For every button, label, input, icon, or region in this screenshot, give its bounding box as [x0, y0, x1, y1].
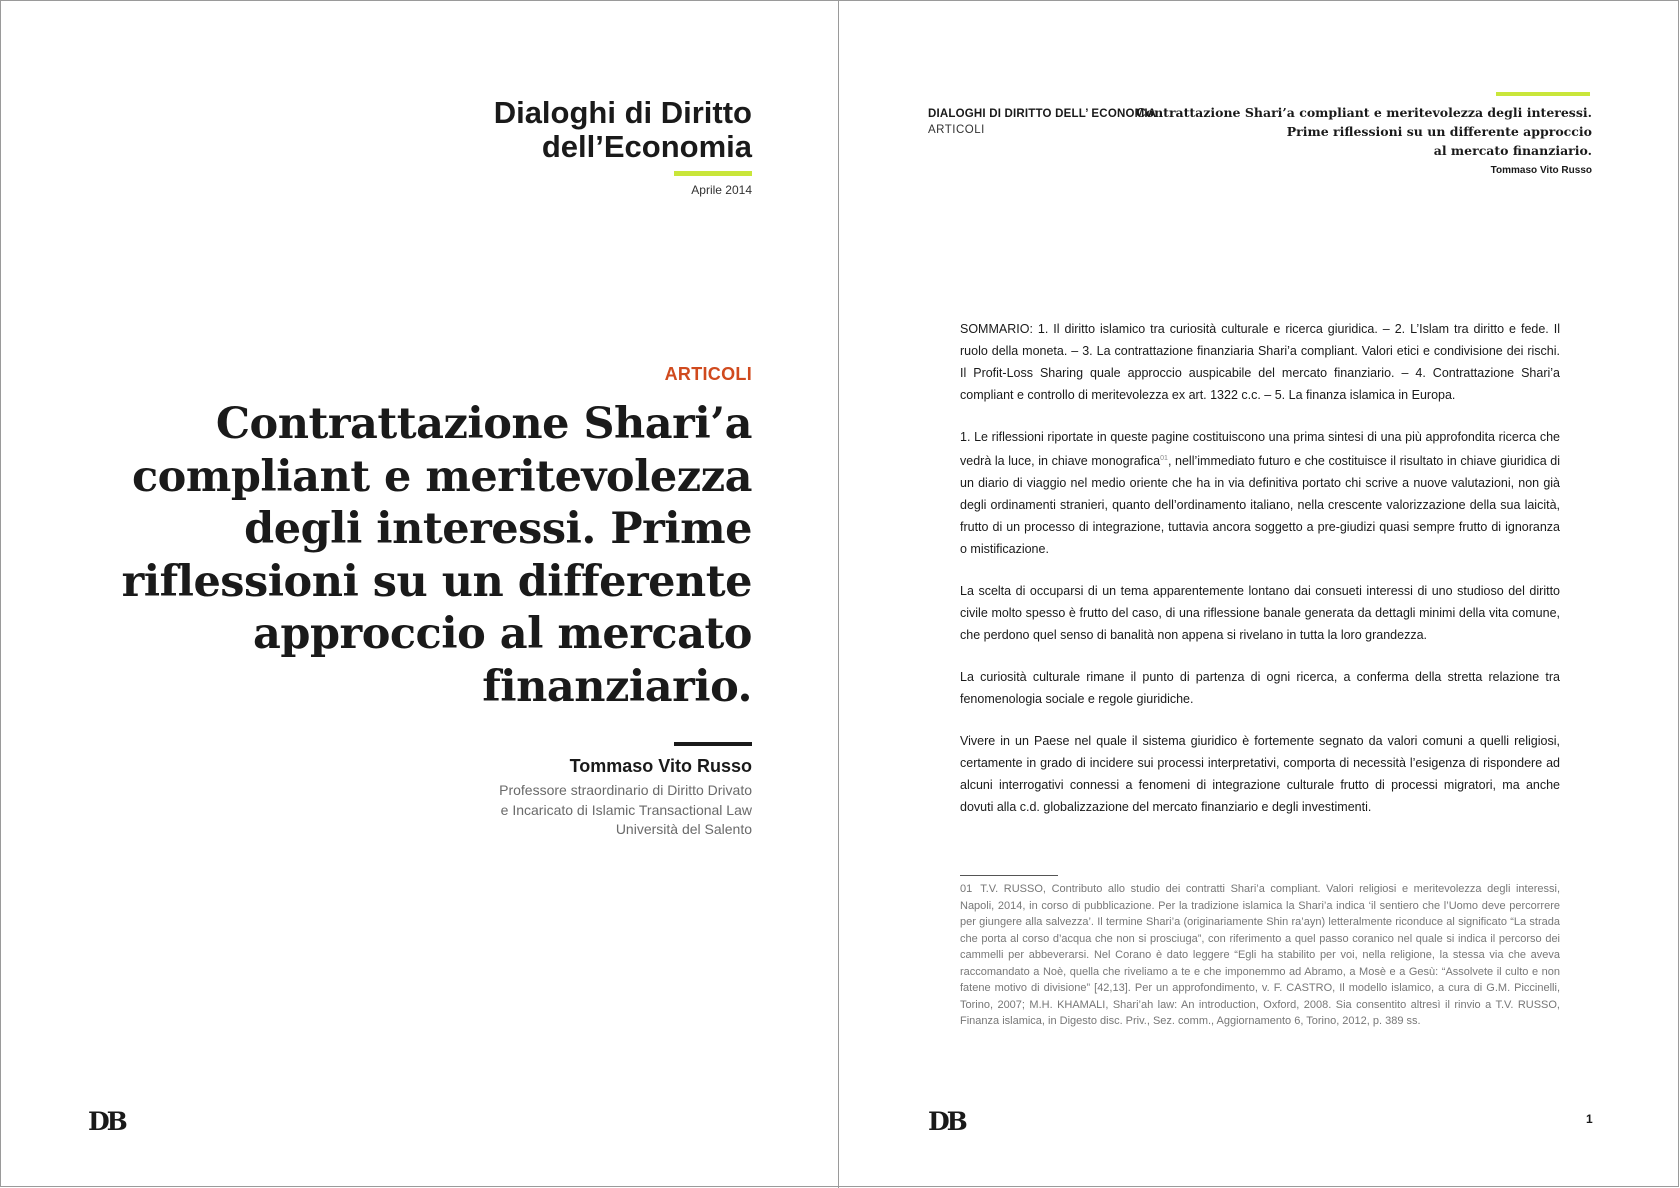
article-body	[960, 318, 1560, 838]
article-title-line: compliant e meritevolezza	[131, 451, 752, 502]
article-title-line: riflessioni su un differente	[121, 556, 752, 607]
article-title-line: Contrattazione Shari’a	[215, 399, 752, 449]
article-title-line: degli interessi. Prime	[244, 504, 752, 554]
author-affiliation	[352, 781, 752, 840]
body-paragraph-3: La curiosità culturale rimane il punto di partenza di ogni ricerca, a conferma della stretta relazione tra fenomenologia sociale e regole giuridiche.	[960, 670, 1560, 707]
section-label: ARTICOLI	[664, 364, 752, 384]
running-title-line: Prime riflessioni su un differente approccio	[1286, 124, 1592, 139]
journal-title-line-2: dell’Economia	[541, 129, 752, 164]
page-spine	[838, 0, 839, 1188]
publisher-logo: DB	[88, 1107, 125, 1136]
paragraph-text: 1. Le riflessioni riportate in queste pagine costituiscono una prima sintesi di una più approfondita ricerca che vedrà la luce, in chiave monografica	[960, 430, 1560, 469]
footnote	[960, 881, 1560, 1030]
article-title	[112, 398, 752, 713]
body-paragraph-4: Vivere in un Paese nel quale il sistema giuridico è fortemente segnato da valori comuni a quelli religiosi, certamente in grado di incidere sui processi interpretativi, comporta di necessità l’esigenza di rispondere ad alcuni interrogativi connessi a fenomeni di integrazione culturale frutto di processi migratori, ma anche dovuti alla c.d. globalizzazione del mercato finanziario e degli investimenti.	[960, 734, 1560, 815]
running-section: ARTICOLI	[928, 124, 985, 136]
running-title-line: al mercato finanziario.	[1433, 143, 1592, 158]
footnote-text: T.V. RUSSO, Contributo allo studio dei contratti Shari’a compliant. Valori religiosi e meritevolezza degli interessi, Napoli, 2014, in corso di pubblicazione. Per la tradizione islamica la Shari’a indica ‘il sentiero che l’Uomo deve percorrere per giungere alla salvezza’. Il termine Shari’a (originariamente Shin ra’ayn) letteralmente riconduce al significato “La strada che porta al corso d’acqua che non si prosciuga”, con riferimento a quel passo coranico nel quale si indica il percorso dei cammelli per abbeverarsi. Nel Corano è dato leggere “Egli ha stabilito per voi, nella religione, la stessa via che aveva raccomandato a Noè, quella che riveliamo a te e che imponemmo ad Abramo, a Mosè e a Gesù: “Assolvete il culto e non fatene motivo di divisione” [42,13]. Per un approfondimento, v. F. CASTRO, Il modello islamico, a cura di G.M. Piccinelli, Torino, 2007; M.H. KHAMALI, Shari’ah law: An introduction, Oxford, 2008. Sia consentito altresì il rinvio a T.V. RUSSO, Finanza islamica, in Digesto disc. Priv., Sez. comm., Aggiornamento 6, Torino, 2012, p. 389 ss.	[960, 883, 1560, 1027]
publisher-logo: DB	[928, 1107, 965, 1136]
footnote-divider	[960, 875, 1058, 876]
page-number: 1	[1586, 1112, 1593, 1126]
article-title-line: approccio al mercato	[253, 609, 752, 659]
body-paragraph-1	[960, 426, 1560, 560]
running-title-line: Contrattazione Shari’a compliant e meritevolezza degli interessi.	[1135, 105, 1592, 120]
running-title	[1072, 103, 1592, 160]
running-accent-bar	[1496, 92, 1590, 96]
author-divider	[674, 742, 752, 746]
running-journal-title: DIALOGHI DI DIRITTO DELL’ ECONOMIA	[928, 108, 1157, 120]
paragraph-text: , nell’immediato futuro e che costituisce il risultato in chiave giuridica di un diario di viaggio nel medio oriente che ha in via definitiva portato chi scrive a nuove valutazioni, non già degli ordinamenti stranieri, quanto dell’ordinamento italiano, nella crescente valorizzazione della sua laicità, frutto di un processo di integrazione, tuttavia ancora soggetto a pre-giudizi quasi sempre frutto di ignoranza o mistificazione.	[960, 454, 1560, 557]
body-paragraph-2: La scelta di occuparsi di un tema apparentemente lontano dai consueti interessi di uno studioso del diritto civile molto spesso è frutto del caso, di una riflessione banale generata da dettagli minimi della vita comune, che perdono quel senso di banalità non appena si rivelano in tutta la loro grandezza.	[960, 584, 1560, 643]
footnote-reference[interactable]: 01	[1160, 455, 1168, 462]
article-title-line: finanziario.	[482, 661, 752, 712]
running-author: Tommaso Vito Russo	[1490, 165, 1592, 176]
affiliation-line: Professore straordinario di Diritto Drivato	[499, 782, 752, 798]
journal-accent-bar	[674, 171, 752, 176]
summary-paragraph: SOMMARIO: 1. Il diritto islamico tra curiosità culturale e ricerca giuridica. – 2. L’Islam tra diritto e fede. Il ruolo della moneta. – 3. La contrattazione finanziaria Shari’a compliant. Valori etici e condivisione dei rischi. Il Profit-Loss Sharing quale approccio auspicabile del mercato finanziario. – 4. Contrattazione Shari’a compliant e controllo di meritevolezza ex art. 1322 c.c. – 5. La finanza islamica in Europa.	[960, 322, 1560, 402]
author-name: Tommaso Vito Russo	[569, 756, 752, 776]
journal-title	[352, 96, 752, 164]
journal-title-line-1: Dialoghi di Diritto	[493, 95, 752, 130]
affiliation-line: Università del Salento	[615, 821, 752, 837]
footnote-number: 01	[960, 883, 973, 895]
issue-date: Aprile 2014	[691, 183, 752, 197]
affiliation-line: e Incaricato di Islamic Transactional Law	[500, 801, 752, 818]
